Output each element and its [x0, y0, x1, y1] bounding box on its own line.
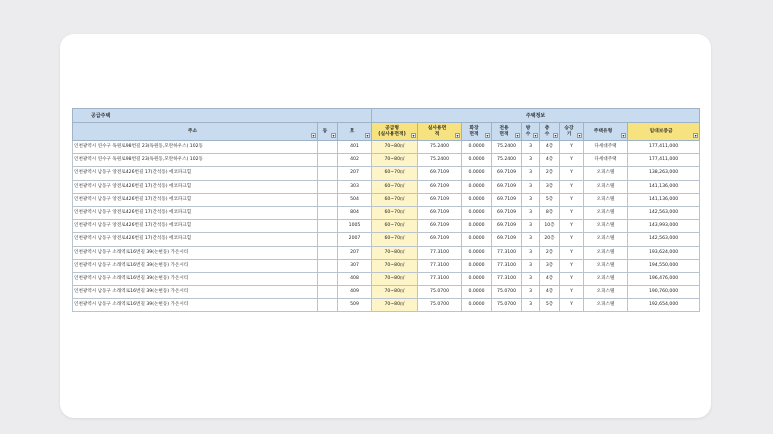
cell-ho[interactable]: 408 — [338, 272, 372, 285]
spreadsheet — [72, 108, 699, 312]
cell-supply-type[interactable]: 60~70㎡ — [372, 220, 418, 233]
cell-housing-type[interactable]: 오피스텔 — [584, 272, 628, 285]
cell-area[interactable]: 69.7109 — [418, 180, 462, 193]
cell-ho[interactable]: 2007 — [338, 233, 372, 246]
cell-address[interactable]: 인천광역시 남동구 소래역로16번길 39(논현동) 가온시티 — [73, 259, 318, 272]
cell-shared-area[interactable]: 0.0000 — [462, 180, 492, 193]
cell-exclusive-area[interactable]: 75.2400 — [492, 154, 522, 167]
cell-floor[interactable]: 4층 — [540, 272, 560, 285]
cell-deposit[interactable]: 190,760,000 — [628, 286, 700, 299]
filter-dropdown-icon[interactable]: ▾ — [694, 133, 697, 138]
cell-dong[interactable] — [318, 167, 338, 180]
cell-address[interactable]: 인천광역시 남동구 소래역로16번길 39(논현동) 가온시티 — [73, 286, 318, 299]
cell-floor[interactable]: 3층 — [540, 180, 560, 193]
cell-rooms[interactable]: 3 — [522, 180, 540, 193]
cell-housing-type[interactable]: 오피스텔 — [584, 180, 628, 193]
cell-address[interactable]: 인천광역시 연수구 독원로98번길 23(독원동,모란하우스) 102동 — [73, 141, 318, 154]
cell-shared-area[interactable]: 0.0000 — [462, 193, 492, 206]
cell-address[interactable]: 인천광역시 남동구 앙전로426번길 17(간석동) 에코파크힐 — [73, 193, 318, 206]
cell-ho[interactable]: 509 — [338, 299, 372, 312]
cell-supply-type[interactable]: 70~80㎡ — [372, 272, 418, 285]
cell-exclusive-area[interactable]: 75.0700 — [492, 299, 522, 312]
col-header-exclusive-area: 전용 면적 ▾ — [492, 123, 522, 141]
cell-rooms[interactable]: 3 — [522, 220, 540, 233]
cell-area[interactable]: 69.7109 — [418, 220, 462, 233]
table-row — [73, 167, 700, 180]
cell-rooms[interactable]: 3 — [522, 154, 540, 167]
cell-housing-type[interactable]: 오피스텔 — [584, 259, 628, 272]
cell-exclusive-area[interactable]: 75.2400 — [492, 141, 522, 154]
cell-rooms[interactable]: 3 — [522, 299, 540, 312]
cell-ho[interactable]: 402 — [338, 154, 372, 167]
group-header-housing-info: 주택정보 — [372, 109, 700, 123]
cell-housing-type[interactable]: 다세대주택 — [584, 141, 628, 154]
cell-area[interactable]: 75.2400 — [418, 154, 462, 167]
cell-deposit[interactable]: 141,136,000 — [628, 180, 700, 193]
col-header-ho: 호 ▾ — [338, 123, 372, 141]
col-header-rooms: 방 수 ▾ — [522, 123, 540, 141]
cell-deposit[interactable]: 177,411,000 — [628, 141, 700, 154]
cell-supply-type[interactable]: 60~70㎡ — [372, 167, 418, 180]
cell-rooms[interactable]: 3 — [522, 272, 540, 285]
cell-shared-area[interactable]: 0.0000 — [462, 233, 492, 246]
table-row — [73, 259, 700, 272]
cell-area[interactable]: 69.7109 — [418, 206, 462, 219]
cell-floor[interactable]: 8층 — [540, 206, 560, 219]
cell-rooms[interactable]: 3 — [522, 286, 540, 299]
cell-deposit[interactable]: 196,476,000 — [628, 272, 700, 285]
cell-deposit[interactable]: 192,654,000 — [628, 299, 700, 312]
cell-dong[interactable] — [318, 286, 338, 299]
cell-area[interactable]: 75.0700 — [418, 286, 462, 299]
cell-floor[interactable]: 2층 — [540, 246, 560, 259]
cell-shared-area[interactable]: 0.0000 — [462, 259, 492, 272]
cell-ho[interactable]: 303 — [338, 180, 372, 193]
cell-dong[interactable] — [318, 193, 338, 206]
cell-elevator[interactable]: Y — [560, 246, 584, 259]
table-row — [73, 220, 700, 233]
filter-dropdown-icon[interactable]: ▾ — [516, 133, 519, 138]
cell-area[interactable]: 75.0700 — [418, 299, 462, 312]
col-header-shared-area: 화장 면적 ▾ — [462, 123, 492, 141]
cell-elevator[interactable]: Y — [560, 180, 584, 193]
table-row — [73, 233, 700, 246]
cell-ho[interactable]: 804 — [338, 206, 372, 219]
cell-supply-type[interactable]: 70~80㎡ — [372, 246, 418, 259]
cell-address[interactable]: 인천광역시 남동구 앙전로426번길 17(간석동) 에코파크힐 — [73, 206, 318, 219]
cell-elevator[interactable]: Y — [560, 286, 584, 299]
col-header-elevator: 승강 기 ▾ — [560, 123, 584, 141]
table-row — [73, 246, 700, 259]
cell-shared-area[interactable]: 0.0000 — [462, 154, 492, 167]
cell-area[interactable]: 77.3100 — [418, 246, 462, 259]
table-row — [73, 193, 700, 206]
cell-floor[interactable]: 3층 — [540, 259, 560, 272]
cell-elevator[interactable]: Y — [560, 193, 584, 206]
cell-floor[interactable]: 5층 — [540, 299, 560, 312]
cell-shared-area[interactable]: 0.0000 — [462, 299, 492, 312]
table-row — [73, 206, 700, 219]
cell-ho[interactable]: 409 — [338, 286, 372, 299]
cell-supply-type[interactable]: 70~80㎡ — [372, 299, 418, 312]
filter-dropdown-icon[interactable]: ▾ — [412, 133, 415, 138]
filter-dropdown-icon[interactable]: ▾ — [332, 133, 335, 138]
cell-exclusive-area[interactable]: 77.3100 — [492, 259, 522, 272]
cell-exclusive-area[interactable]: 77.3100 — [492, 272, 522, 285]
cell-housing-type[interactable]: 오피스텔 — [584, 220, 628, 233]
col-header-housing-type: 주택유형 ▾ — [584, 123, 628, 141]
cell-dong[interactable] — [318, 141, 338, 154]
cell-deposit[interactable]: 143,993,000 — [628, 220, 700, 233]
cell-ho[interactable]: 1005 — [338, 220, 372, 233]
cell-floor[interactable]: 4층 — [540, 286, 560, 299]
cell-housing-type[interactable]: 오피스텔 — [584, 167, 628, 180]
cell-rooms[interactable]: 3 — [522, 167, 540, 180]
housing-table — [72, 108, 700, 312]
cell-ho[interactable]: 207 — [338, 167, 372, 180]
cell-deposit[interactable]: 138,263,000 — [628, 167, 700, 180]
cell-elevator[interactable]: Y — [560, 141, 584, 154]
cell-address[interactable]: 인천광역시 남동구 앙전로426번길 17(간석동) 에코파크힐 — [73, 220, 318, 233]
cell-supply-type[interactable]: 60~70㎡ — [372, 180, 418, 193]
cell-address[interactable]: 인천광역시 남동구 소래역로16번길 39(논현동) 가온시티 — [73, 246, 318, 259]
cell-dong[interactable] — [318, 154, 338, 167]
cell-elevator[interactable]: Y — [560, 167, 584, 180]
cell-elevator[interactable]: Y — [560, 272, 584, 285]
table-row — [73, 154, 700, 167]
cell-dong[interactable] — [318, 259, 338, 272]
cell-supply-type[interactable]: 60~70㎡ — [372, 206, 418, 219]
cell-dong[interactable] — [318, 233, 338, 246]
col-header-supply-type: 공급형 (실사용면적) ▾ — [372, 123, 418, 141]
cell-rooms[interactable]: 3 — [522, 259, 540, 272]
table-row — [73, 180, 700, 193]
cell-dong[interactable] — [318, 180, 338, 193]
cell-rooms[interactable]: 3 — [522, 141, 540, 154]
cell-rooms[interactable]: 3 — [522, 193, 540, 206]
filter-dropdown-icon[interactable]: ▾ — [312, 133, 315, 138]
cell-elevator[interactable]: Y — [560, 299, 584, 312]
col-header-floor: 층 수 ▾ — [540, 123, 560, 141]
table-row — [73, 141, 700, 154]
filter-dropdown-icon[interactable]: ▾ — [486, 133, 489, 138]
cell-supply-type[interactable]: 70~80㎡ — [372, 286, 418, 299]
cell-area[interactable]: 77.3100 — [418, 259, 462, 272]
filter-dropdown-icon[interactable]: ▾ — [534, 133, 537, 138]
cell-address[interactable]: 인천광역시 남동구 앙전로426번길 17(간석동) 에코파크힐 — [73, 167, 318, 180]
table-row — [73, 286, 700, 299]
cell-housing-type[interactable]: 오피스텔 — [584, 233, 628, 246]
cell-elevator[interactable]: Y — [560, 220, 584, 233]
cell-dong[interactable] — [318, 299, 338, 312]
cell-floor[interactable]: 2층 — [540, 167, 560, 180]
cell-housing-type[interactable]: 오피스텔 — [584, 193, 628, 206]
cell-area[interactable]: 69.7109 — [418, 193, 462, 206]
cell-shared-area[interactable]: 0.0000 — [462, 206, 492, 219]
col-header-area: 실사용면 적 ▾ — [418, 123, 462, 141]
cell-address[interactable]: 인천광역시 연수구 독원로98번길 23(독원동,모란하우스) 102동 — [73, 154, 318, 167]
cell-floor[interactable]: 4층 — [540, 141, 560, 154]
cell-rooms[interactable]: 3 — [522, 246, 540, 259]
cell-exclusive-area[interactable]: 69.7109 — [492, 193, 522, 206]
filter-dropdown-icon[interactable]: ▾ — [554, 133, 557, 138]
cell-deposit[interactable]: 142,563,000 — [628, 233, 700, 246]
cell-housing-type[interactable]: 오피스텔 — [584, 246, 628, 259]
cell-exclusive-area[interactable]: 77.3100 — [492, 246, 522, 259]
cell-area[interactable]: 77.3100 — [418, 272, 462, 285]
cell-exclusive-area[interactable]: 69.7109 — [492, 233, 522, 246]
group-header-row — [73, 109, 700, 123]
cell-housing-type[interactable]: 오피스텔 — [584, 286, 628, 299]
filter-dropdown-icon[interactable]: ▾ — [622, 133, 625, 138]
cell-supply-type[interactable]: 70~80㎡ — [372, 259, 418, 272]
cell-supply-type[interactable]: 70~80㎡ — [372, 141, 418, 154]
cell-exclusive-area[interactable]: 69.7109 — [492, 220, 522, 233]
cell-floor[interactable]: 20층 — [540, 233, 560, 246]
cell-dong[interactable] — [318, 246, 338, 259]
cell-housing-type[interactable]: 오피스텔 — [584, 299, 628, 312]
cell-floor[interactable]: 4층 — [540, 154, 560, 167]
cell-housing-type[interactable]: 다세대주택 — [584, 154, 628, 167]
cell-exclusive-area[interactable]: 69.7109 — [492, 206, 522, 219]
cell-address[interactable]: 인천광역시 남동구 소래역로16번길 39(논현동) 가온시티 — [73, 299, 318, 312]
cell-housing-type[interactable]: 오피스텔 — [584, 206, 628, 219]
cell-shared-area[interactable]: 0.0000 — [462, 272, 492, 285]
cell-address[interactable]: 인천광역시 남동구 앙전로426번길 17(간석동) 에코파크힐 — [73, 233, 318, 246]
cell-ho[interactable]: 504 — [338, 193, 372, 206]
cell-rooms[interactable]: 3 — [522, 233, 540, 246]
cell-supply-type[interactable]: 60~70㎡ — [372, 233, 418, 246]
cell-elevator[interactable]: Y — [560, 259, 584, 272]
cell-elevator[interactable]: Y — [560, 233, 584, 246]
cell-shared-area[interactable]: 0.0000 — [462, 220, 492, 233]
cell-deposit[interactable]: 194,550,000 — [628, 259, 700, 272]
cell-elevator[interactable]: Y — [560, 154, 584, 167]
cell-ho[interactable]: 401 — [338, 141, 372, 154]
cell-deposit[interactable]: 142,563,000 — [628, 206, 700, 219]
cell-ho[interactable]: 307 — [338, 259, 372, 272]
table-row — [73, 299, 700, 312]
cell-shared-area[interactable]: 0.0000 — [462, 167, 492, 180]
cell-shared-area[interactable]: 0.0000 — [462, 141, 492, 154]
cell-supply-type[interactable]: 60~70㎡ — [372, 193, 418, 206]
cell-exclusive-area[interactable]: 75.0700 — [492, 286, 522, 299]
cell-address[interactable]: 인천광역시 남동구 소래역로16번길 39(논현동) 가온시티 — [73, 272, 318, 285]
cell-deposit[interactable]: 177,411,000 — [628, 154, 700, 167]
group-header-supply: 공급주택 — [73, 109, 372, 123]
cell-area[interactable]: 69.7109 — [418, 167, 462, 180]
cell-address[interactable]: 인천광역시 남동구 앙전로426번길 17(간석동) 에코파크힐 — [73, 180, 318, 193]
filter-dropdown-icon[interactable]: ▾ — [578, 133, 581, 138]
cell-area[interactable]: 75.2400 — [418, 141, 462, 154]
table-body — [73, 141, 700, 312]
cell-supply-type[interactable]: 70~80㎡ — [372, 154, 418, 167]
cell-area[interactable]: 69.7109 — [418, 233, 462, 246]
col-header-deposit: 임대보증금 ▾ — [628, 123, 700, 141]
filter-dropdown-icon[interactable]: ▾ — [366, 133, 369, 138]
cell-dong[interactable] — [318, 206, 338, 219]
content-card — [60, 34, 711, 418]
column-header-row — [73, 123, 700, 141]
cell-floor[interactable]: 5층 — [540, 193, 560, 206]
filter-dropdown-icon[interactable]: ▾ — [456, 133, 459, 138]
cell-exclusive-area[interactable]: 69.7109 — [492, 180, 522, 193]
cell-floor[interactable]: 10층 — [540, 220, 560, 233]
cell-deposit[interactable]: 141,136,000 — [628, 193, 700, 206]
cell-dong[interactable] — [318, 272, 338, 285]
table-row — [73, 272, 700, 285]
cell-ho[interactable]: 207 — [338, 246, 372, 259]
cell-exclusive-area[interactable]: 69.7109 — [492, 167, 522, 180]
cell-shared-area[interactable]: 0.0000 — [462, 286, 492, 299]
cell-deposit[interactable]: 193,624,000 — [628, 246, 700, 259]
cell-dong[interactable] — [318, 220, 338, 233]
col-header-address: 주소 ▾ — [73, 123, 318, 141]
col-header-dong: 동 ▾ — [318, 123, 338, 141]
cell-elevator[interactable]: Y — [560, 206, 584, 219]
cell-rooms[interactable]: 3 — [522, 206, 540, 219]
cell-shared-area[interactable]: 0.0000 — [462, 246, 492, 259]
